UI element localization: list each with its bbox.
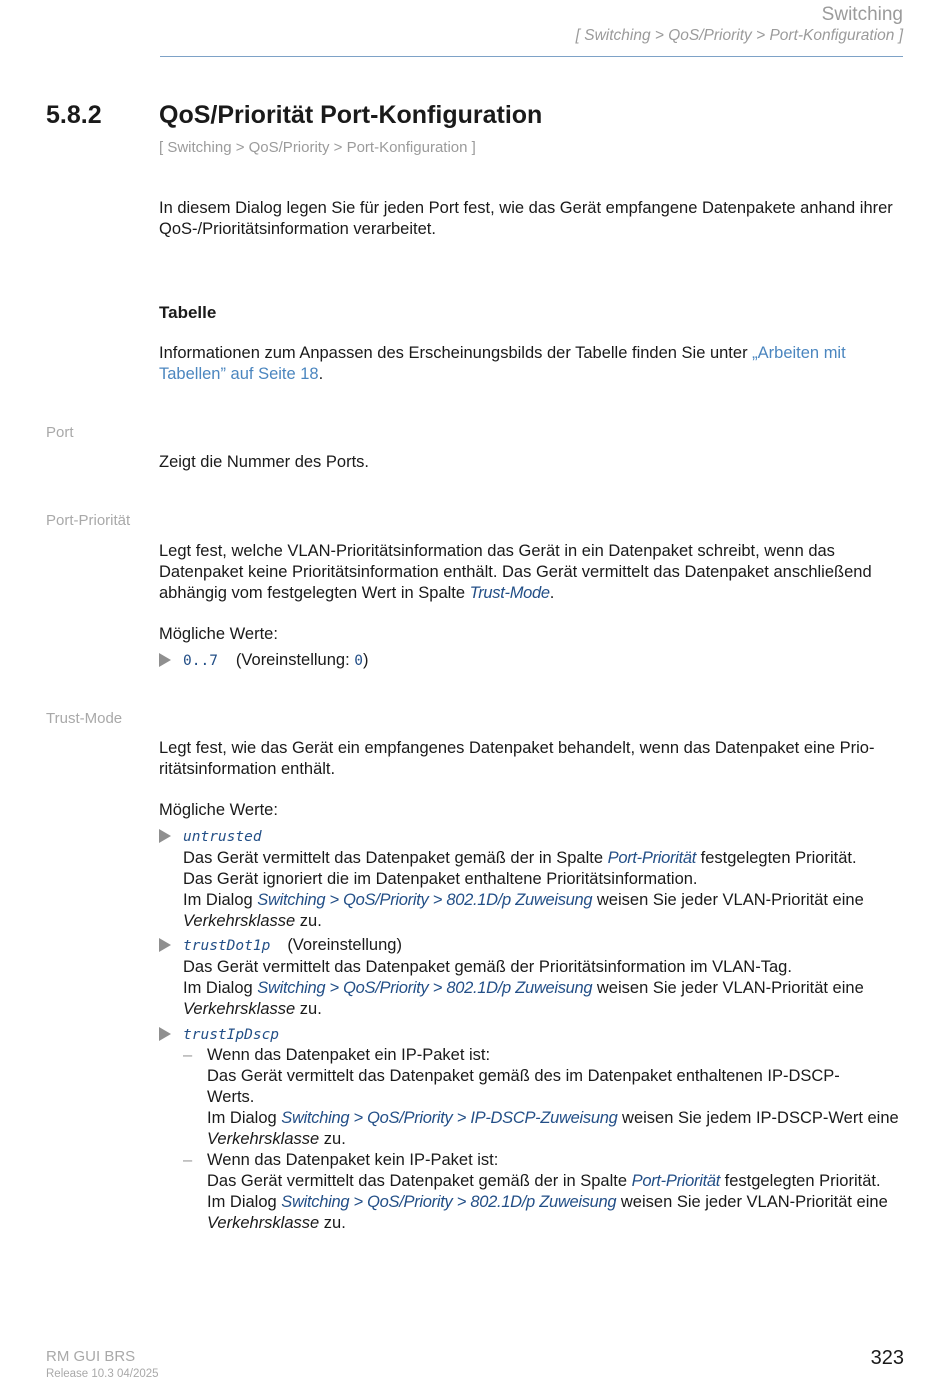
dialog-path-8021dp-reference: Switching > QoS/Priority > 802.1D/p Zuweisung (281, 1193, 617, 1211)
tabelle-heading: Tabelle (159, 303, 217, 322)
non-ip-case-l1-before: Das Gerät vermittelt das Datenpaket gemäß der in Spalte (207, 1172, 632, 1190)
section-intro: In diesem Dialog legen Sie für jeden Port fest, wie das Gerät empfangene Datenpakete anhand ihrer QoS-/Prioritätsinformation verarbeitet. (159, 199, 893, 238)
port-field-label: Port (46, 424, 74, 441)
port-priority-value-item (183, 650, 905, 672)
tabelle-text (159, 343, 904, 385)
ip-case-l1: Das Gerät vermittelt das Datenpaket gemäß des im Datenpaket enthaltenen IP-DSCP- (207, 1067, 840, 1085)
trustipdscp-non-ip-case (207, 1150, 905, 1234)
trustdot1p-l3-after: zu. (295, 1000, 322, 1018)
untrusted-l2: Das Gerät ignoriert die im Datenpaket enthaltene Prioritätsinformation. (183, 870, 698, 888)
bullet-triangle-icon (159, 829, 171, 843)
trust-mode-field-label: Trust-Mode (46, 710, 123, 727)
port-priority-reference: Port-Priorität (607, 849, 697, 867)
verkehrsklasse-term: Verkehrsklasse (183, 1000, 296, 1018)
dash-bullet: – (183, 1151, 193, 1169)
section-breadcrumb: [ Switching > QoS/Priority > Port-Konfiguration ] (159, 139, 476, 156)
dialog-path-8021dp-reference: Switching > QoS/Priority > 802.1D/p Zuweisung (257, 979, 593, 997)
trustipdscp-value: trustIpDscp (183, 1027, 280, 1043)
running-header-path: [ Switching > QoS/Priority > Port-Konfiguration ] (575, 27, 903, 44)
port-priority-desc-after: . (549, 584, 555, 602)
port-priority-reference: Port-Priorität (631, 1172, 721, 1190)
ip-case-l3-after: weisen Sie jedem IP-DSCP-Wert eine (617, 1109, 899, 1127)
untrusted-l1-before: Das Gerät vermittelt das Datenpaket gemäß der in Spalte (183, 849, 608, 867)
section-title: QoS/Priorität Port-Konfiguration (159, 101, 543, 129)
trust-mode-values-label: Mögliche Werte: (159, 801, 278, 819)
trustipdscp-item (183, 1024, 905, 1046)
header-divider (160, 56, 903, 57)
untrusted-l3-before: Im Dialog (183, 891, 258, 909)
dialog-path-8021dp-reference: Switching > QoS/Priority > 802.1D/p Zuweisung (257, 891, 593, 909)
footer-release: Release 10.3 04/2025 (46, 1368, 159, 1380)
verkehrsklasse-term: Verkehrsklasse (207, 1214, 320, 1232)
untrusted-l3-after: weisen Sie jeder VLAN-Priorität eine (592, 891, 864, 909)
verkehrsklasse-term: Verkehrsklasse (207, 1130, 320, 1148)
untrusted-item (183, 826, 905, 932)
trustdot1p-l2-before: Im Dialog (183, 979, 258, 997)
port-description: Zeigt die Nummer des Ports. (159, 453, 369, 471)
port-priority-field-label: Port-Priorität (46, 512, 131, 529)
page-number: 323 (870, 1347, 904, 1369)
ip-case-l2: Werts. (207, 1088, 255, 1106)
dash-bullet: – (183, 1046, 193, 1064)
untrusted-l1-after: festgelegten Priorität. (696, 849, 857, 867)
trustdot1p-l2-after: weisen Sie jeder VLAN-Priorität eine (592, 979, 864, 997)
section-number: 5.8.2 (46, 101, 102, 129)
verkehrsklasse-term: Verkehrsklasse (183, 912, 296, 930)
non-ip-case-heading: Wenn das Datenpaket kein IP-Paket ist: (207, 1151, 499, 1169)
trustipdscp-ip-case (207, 1045, 905, 1150)
trustdot1p-value: trustDot1p (183, 938, 271, 954)
port-priority-default-value: 0 (354, 653, 363, 669)
untrusted-value: untrusted (183, 829, 262, 845)
tabelle-text-before: Informationen zum Anpassen des Erscheinungsbilds der Tabelle finden Sie unter (159, 344, 753, 362)
trustdot1p-default: (Voreinstellung) (287, 936, 402, 954)
footer-document-name: RM GUI BRS (46, 1348, 136, 1365)
bullet-triangle-icon (159, 653, 171, 667)
ip-case-l4-after: zu. (319, 1130, 346, 1148)
trust-mode-description: Legt fest, wie das Gerät ein empfangenes Datenpaket behandelt, wenn das Datenpaket eine Prio-ritätsinformation enthält. (159, 739, 875, 778)
tabelle-text-after: . (318, 365, 324, 383)
bullet-triangle-icon (159, 1027, 171, 1041)
port-priority-range-value: 0..7 (183, 653, 218, 669)
ip-case-heading: Wenn das Datenpaket ein IP-Paket ist: (207, 1046, 491, 1064)
trust-mode-reference: Trust-Mode (469, 584, 550, 602)
untrusted-l4-after: zu. (295, 912, 322, 930)
non-ip-case-l3-after: zu. (319, 1214, 346, 1232)
port-priority-values-label: Mögliche Werte: (159, 625, 278, 643)
non-ip-case-l2-after: weisen Sie jeder VLAN-Priorität eine (616, 1193, 888, 1211)
bullet-triangle-icon (159, 938, 171, 952)
ip-case-l3-before: Im Dialog (207, 1109, 282, 1127)
non-ip-case-l2-before: Im Dialog (207, 1193, 282, 1211)
default-before: (Voreinstellung: (235, 651, 355, 669)
port-priority-desc-before: Legt fest, welche VLAN-Prioritätsinformation das Gerät in ein Datenpaket schreibt, wenn das Datenpaket keine Prioritätsinformation enthält. Das Gerät vermittelt das Datenpaket anschließend abhängig vom festgelegten Wert in Spalte (159, 542, 872, 602)
default-after: ) (362, 651, 369, 669)
running-header-chapter: Switching (821, 4, 903, 25)
non-ip-case-l1-after: festgelegten Priorität. (720, 1172, 881, 1190)
port-priority-description (159, 541, 904, 604)
trustdot1p-item (183, 935, 905, 1020)
trustdot1p-l1: Das Gerät vermittelt das Datenpaket gemäß der Prioritätsinformation im VLAN-Tag. (183, 958, 792, 976)
dialog-path-ipdscp-reference: Switching > QoS/Priority > IP-DSCP-Zuweisung (281, 1109, 618, 1127)
tabelle-link[interactable]: „Arbeiten mit Tabellen” auf Seite 18 (159, 344, 846, 383)
